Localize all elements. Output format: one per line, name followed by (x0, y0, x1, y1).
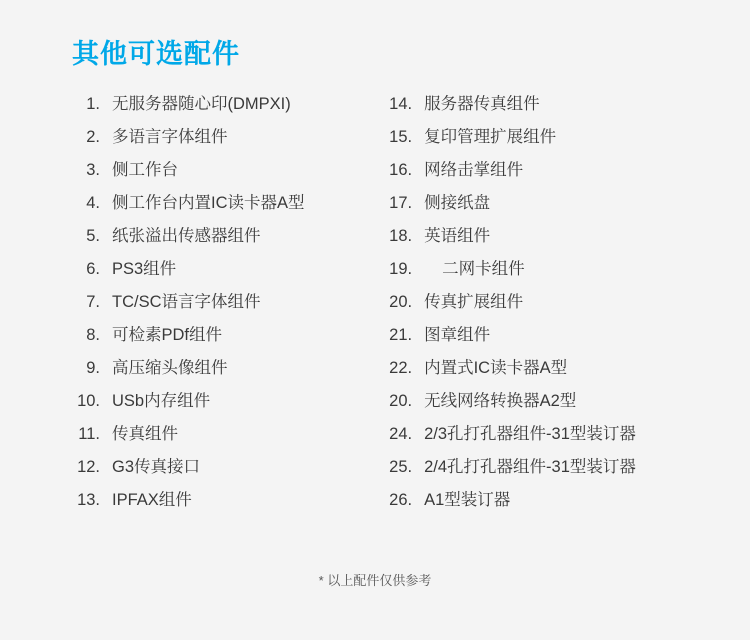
list-item-label: 传真组件 (112, 425, 178, 443)
list-item-label: 传真扩展组件 (424, 293, 524, 311)
list-item-number: 21. (389, 326, 413, 344)
list-item (374, 187, 702, 220)
list-item-label: A1型装订器 (424, 491, 511, 509)
list-item-number: 11. (78, 425, 100, 443)
list-item-number: 9. (86, 359, 100, 377)
list-item-label: 无服务器随心印(DMPXI) (112, 95, 291, 113)
list-item (62, 154, 360, 187)
list-item (62, 220, 360, 253)
list-item-label: 英语组件 (424, 227, 491, 245)
list-item (374, 253, 702, 286)
list-item-label: 侧工作台 (112, 161, 178, 179)
list-item (374, 451, 702, 484)
list-item-number: 24. (389, 425, 413, 443)
list-item (374, 220, 702, 253)
list-item-number: 4. (86, 194, 100, 212)
list-item (374, 319, 702, 352)
list-item-number: 6. (86, 260, 100, 278)
list-item (62, 385, 360, 418)
footnote: * 以上配件仅供参考 (318, 573, 432, 588)
list-item (374, 88, 702, 121)
list-item-label: 图章组件 (424, 326, 491, 344)
list-item-label: 二网卡组件 (442, 260, 525, 278)
list-item-number: 3. (86, 161, 100, 179)
accessories-columns (62, 88, 702, 517)
list-item (62, 418, 360, 451)
list-item (374, 154, 702, 187)
list-item-number: 18. (389, 227, 413, 245)
list-item-label: 2/4孔打孔器组件-31型装订器 (424, 458, 636, 476)
list-item-number: 25. (389, 458, 413, 476)
list-item-label: 复印管理扩展组件 (424, 128, 557, 146)
list-item (374, 484, 702, 517)
list-item-number: 1. (86, 95, 100, 113)
list-item-number: 7. (86, 293, 100, 311)
list-item-label: 可检素PDf组件 (112, 326, 223, 344)
list-item-label: 无线网络转换器A2型 (424, 392, 577, 410)
list-item (374, 286, 702, 319)
list-item (62, 88, 360, 121)
list-item-number: 20. (389, 392, 413, 410)
accessories-list-right (374, 88, 702, 517)
list-item-label: G3传真接口 (112, 458, 201, 476)
list-item-number: 22. (389, 359, 413, 377)
accessories-list-left (62, 88, 360, 517)
list-item-label: 服务器传真组件 (424, 95, 540, 113)
list-item-label: 多语言字体组件 (112, 128, 228, 146)
list-item-label: 内置式IC读卡器A型 (424, 359, 568, 377)
page-title: 其他可选配件 (72, 39, 240, 69)
list-item-number: 15. (389, 128, 413, 146)
list-item (374, 385, 702, 418)
list-item-label: 高压缩头像组件 (112, 359, 228, 377)
list-item (62, 187, 360, 220)
list-item-label: PS3组件 (112, 260, 177, 278)
list-item-number: 8. (86, 326, 100, 344)
list-item (62, 286, 360, 319)
list-item (374, 352, 702, 385)
list-item-number: 5. (86, 227, 100, 245)
list-item-label: 纸张溢出传感器组件 (112, 227, 261, 245)
list-item (62, 253, 360, 286)
list-item (62, 484, 360, 517)
list-item-number: 12. (77, 458, 100, 476)
list-item-number: 17. (389, 194, 413, 212)
list-item-number: 13. (77, 491, 100, 509)
list-item-label: IPFAX组件 (112, 491, 192, 509)
list-item (62, 319, 360, 352)
list-item-label: 2/3孔打孔器组件-31型装订器 (424, 425, 636, 443)
list-item-number: 20. (389, 293, 413, 311)
list-item (62, 451, 360, 484)
list-item-number: 26. (389, 491, 413, 509)
list-item-number: 2. (86, 128, 100, 146)
list-item-number: 10. (77, 392, 100, 410)
list-item-number: 14. (389, 95, 413, 113)
list-item-number: 19. (389, 260, 413, 278)
list-item-label: USb内存组件 (112, 392, 211, 410)
list-item (374, 418, 702, 451)
list-item-label: 侧接纸盘 (424, 194, 491, 212)
list-item-label: 侧工作台内置IC读卡器A型 (112, 194, 305, 212)
list-item-number: 16. (389, 161, 413, 179)
list-item (62, 352, 360, 385)
list-item-label: 网络击掌组件 (424, 161, 524, 179)
list-item (374, 121, 702, 154)
list-item-label: TC/SC语言字体组件 (112, 293, 261, 311)
list-item (62, 121, 360, 154)
